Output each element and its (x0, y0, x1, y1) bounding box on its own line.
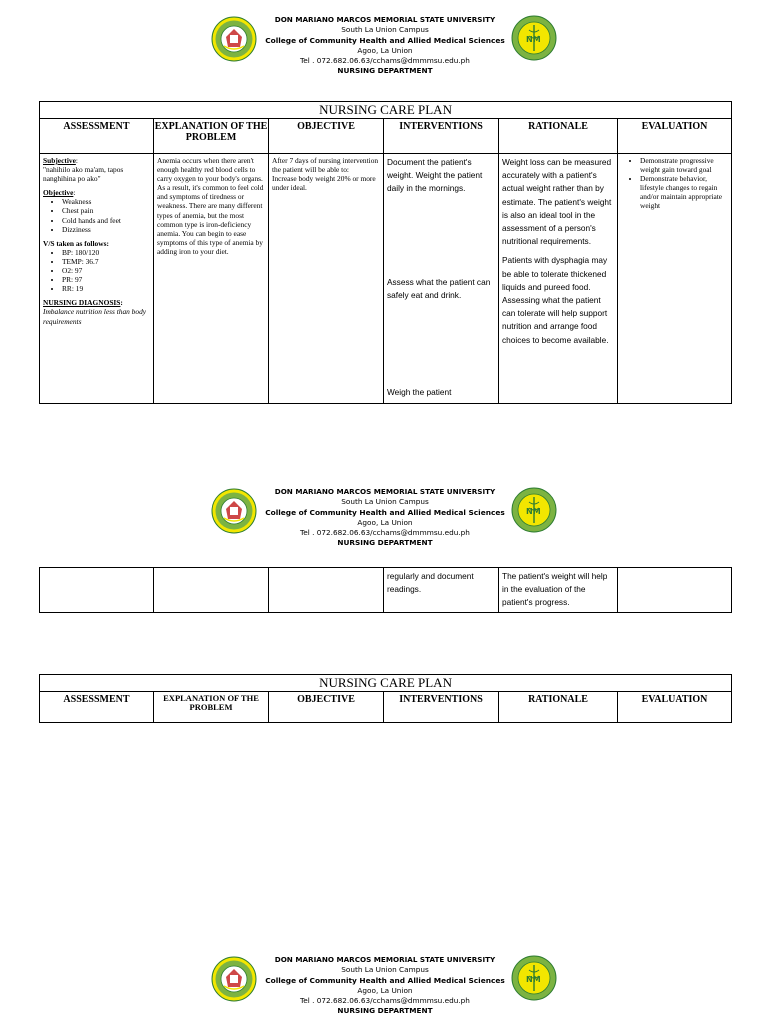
campus-name: South La Union Campus (341, 497, 429, 507)
rationale-2: Patients with dysphagia may be able to tolerate thickened liquids and pureed food. Assessing what the patient can tolerate will help support nutrition and arrange food choices to become available. (502, 255, 609, 345)
department-name: NURSING DEPARTMENT (337, 538, 433, 548)
seal-letters: NM (526, 507, 541, 516)
seal-letters: NM (526, 975, 541, 984)
contact-info: Tel . 072.682.06.63/cchams@dmmmsu.edu.ph (300, 528, 470, 538)
header-objective: OBJECTIVE (269, 119, 384, 154)
header-objective: OBJECTIVE (269, 692, 384, 723)
evaluation-list (621, 156, 728, 211)
header-interventions: INTERVENTIONS (384, 119, 499, 154)
objective-label: Objective (43, 188, 74, 198)
diagnosis-label: NURSING DIAGNOSIS (43, 298, 121, 308)
assessment-cell: Subjective: "nahihilo ako ma'am, tapos nanghihina po ako" Objective: • Weakness • Chest pain • Cold hands and feet • Dizziness V/S taken as follows: • BP: 180/120 • TEMP: 36.7 • O2: 97 • PR: 97 • RR: 19 NURSING DIAGNOSIS: Imbalance nutrition less than body requirements (40, 154, 154, 404)
continuation-objective (269, 568, 384, 613)
list-item: • BP: 180/120 (62, 248, 150, 257)
letterhead-text (260, 487, 510, 549)
letterhead-text (260, 955, 510, 1017)
vs-label: V/S taken as follows (43, 238, 107, 248)
letterhead (0, 472, 768, 552)
care-plan-title: NURSING CARE PLAN (40, 675, 732, 692)
objective-list (43, 197, 150, 233)
intervention-2: Assess what the patient can safely eat and drink. (387, 277, 491, 301)
college-name: College of Community Health and Allied Medical Sciences (265, 507, 505, 517)
campus-name: South La Union Campus (341, 965, 429, 975)
college-name: College of Community Health and Allied Medical Sciences (265, 35, 505, 45)
vital-signs-list (43, 248, 150, 293)
university-name: DON MARIANO MARCOS MEMORIAL STATE UNIVERSITY (274, 487, 496, 496)
header-interventions: INTERVENTIONS (384, 692, 499, 723)
header-rationale: RATIONALE (499, 119, 618, 154)
objective-goal: Increase body weight 20% or more under ideal. (272, 174, 376, 193)
continuation-interventions: regularly and document readings. (384, 568, 499, 613)
objective-cell (269, 154, 384, 404)
list-item: • Dizziness (62, 225, 150, 234)
rationale-cell (499, 154, 618, 404)
diagnosis-text: Imbalance nutrition less than body requirements (43, 307, 147, 326)
continuation-table (39, 567, 732, 613)
evaluation-cell (618, 154, 732, 404)
letterhead-text (260, 15, 510, 77)
rationale-1: Weight loss can be measured accurately with a patient's actual weight rather than by estimate. The patient's weight is also an ideal tool in the assessment of a person's nutritional requirements. (502, 157, 612, 247)
list-item: • Cold hands and feet (62, 216, 150, 225)
continuation-assessment (40, 568, 154, 613)
header-evaluation: EVALUATION (618, 692, 732, 723)
explanation-cell (154, 154, 269, 404)
list-item: • Demonstrate progressive weight gain toward goal (640, 156, 728, 174)
continuation-evaluation (618, 568, 732, 613)
list-item: • Weakness (62, 197, 150, 206)
list-item: • PR: 97 (62, 275, 150, 284)
college-seal-icon (511, 15, 557, 61)
letterhead (0, 940, 768, 1020)
list-item: • Demonstrate behavior, lifestyle changes to regain and/or maintain appropriate weight (640, 174, 728, 210)
college-seal-icon (511, 487, 557, 533)
subjective-label: Subjective (43, 156, 76, 165)
college-name: College of Community Health and Allied Medical Sciences (265, 975, 505, 985)
address: Agoo, La Union (357, 517, 413, 527)
care-plan-title: NURSING CARE PLAN (40, 102, 732, 119)
objective-intro: After 7 days of nursing intervention the patient will be able to: (272, 156, 379, 175)
continuation-rationale: The patient's weight will help in the evaluation of the patient's progress. (499, 568, 618, 613)
subjective-text: "nahihilo ako ma'am, tapos nanghihina po ako" (43, 165, 124, 184)
university-name: DON MARIANO MARCOS MEMORIAL STATE UNIVERSITY (274, 15, 496, 24)
list-item: • Chest pain (62, 206, 150, 215)
header-explanation: EXPLANATION OF THE PROBLEM (154, 692, 269, 723)
contact-info: Tel . 072.682.06.63/cchams@dmmmsu.edu.ph (300, 56, 470, 66)
campus-name: South La Union Campus (341, 25, 429, 35)
nursing-care-plan-table (39, 101, 732, 404)
seal-letters: NM (526, 35, 541, 44)
list-item: • O2: 97 (62, 266, 150, 275)
contact-info: Tel . 072.682.06.63/cchams@dmmmsu.edu.ph (300, 996, 470, 1006)
list-item: • RR: 19 (62, 284, 150, 293)
header-evaluation: EVALUATION (618, 119, 732, 154)
explanation-text: Anemia occurs when there aren't enough healthy red blood cells to carry oxygen to your body's organs. As a result, it's common to feel cold and symptoms of tiredness or weakness. There are many different types of anemia, but the most common type is iron-deficiency anemia. You can begin to ease symptoms of this type of anemia by adding iron to your diet. (157, 156, 264, 256)
college-seal-icon (511, 955, 557, 1001)
department-name: NURSING DEPARTMENT (337, 66, 433, 76)
intervention-1: Document the patient's weight. Weight the patient daily in the mornings. (387, 157, 483, 194)
continuation-explanation (154, 568, 269, 613)
address: Agoo, La Union (357, 45, 413, 55)
interventions-cell (384, 154, 499, 404)
address: Agoo, La Union (357, 985, 413, 995)
list-item: • TEMP: 36.7 (62, 257, 150, 266)
header-explanation: EXPLANATION OF THE PROBLEM (154, 119, 269, 154)
header-rationale: RATIONALE (499, 692, 618, 723)
nursing-care-plan-table-2 (39, 674, 732, 723)
header-assessment: ASSESSMENT (40, 119, 154, 154)
letterhead (0, 0, 768, 80)
department-name: NURSING DEPARTMENT (337, 1006, 433, 1016)
university-name: DON MARIANO MARCOS MEMORIAL STATE UNIVERSITY (274, 955, 496, 964)
header-assessment: ASSESSMENT (40, 692, 154, 723)
intervention-3: Weigh the patient (387, 387, 452, 397)
